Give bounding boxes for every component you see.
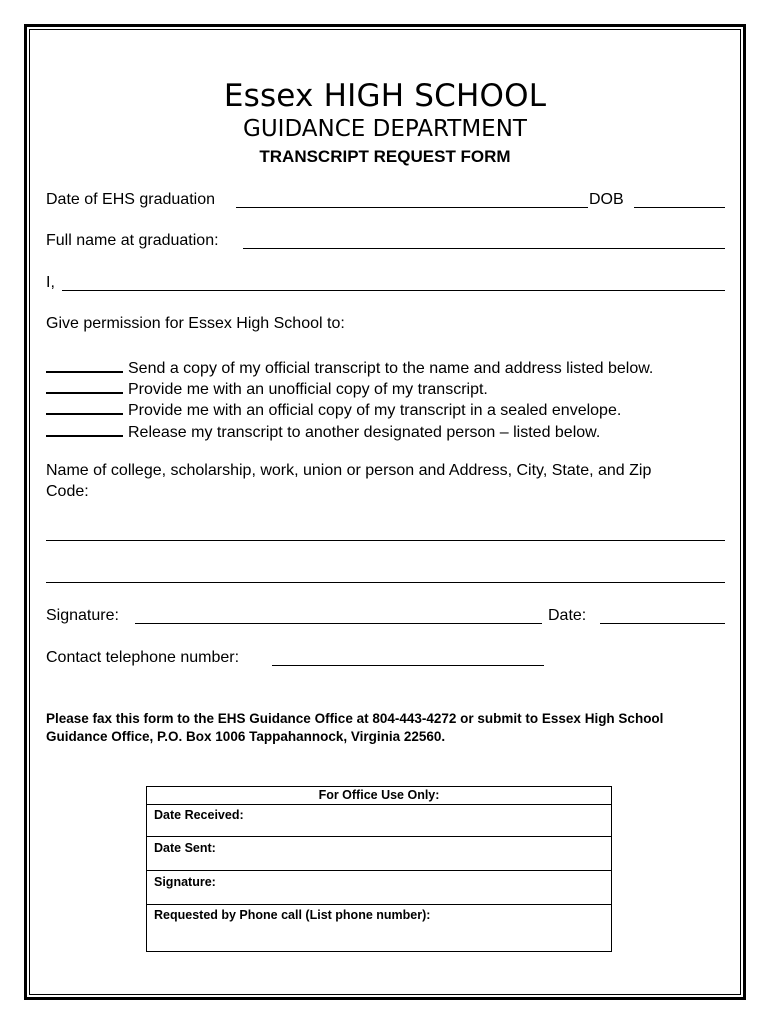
signature-field[interactable] — [135, 623, 542, 624]
permission-text: Give permission for Essex High School to: — [46, 315, 345, 332]
signature-label: Signature: — [46, 607, 119, 624]
date-field[interactable] — [600, 623, 725, 624]
department-title: GUIDANCE DEPARTMENT — [243, 116, 527, 142]
option-label: Release my transcript to another designated person – listed below. — [128, 424, 601, 441]
option-checkbox-line[interactable] — [46, 421, 123, 437]
recipient-line-1[interactable] — [46, 540, 725, 541]
phone-field[interactable] — [272, 665, 544, 666]
graduation-date-label: Date of EHS graduation — [46, 191, 215, 208]
option-row — [46, 421, 600, 442]
office-row-phone-request[interactable] — [147, 905, 611, 951]
option-row — [46, 357, 653, 378]
option-label: Provide me with an unofficial copy of my transcript. — [128, 381, 488, 398]
office-row-signature[interactable] — [147, 871, 611, 905]
dob-label: DOB — [589, 191, 624, 208]
date-label: Date: — [548, 607, 587, 624]
recipient-label-cont: Code: — [46, 483, 89, 500]
option-row — [46, 378, 488, 399]
option-checkbox-line[interactable] — [46, 399, 123, 415]
office-row-label: Requested by Phone call (List phone number): — [154, 908, 431, 922]
office-row-label: Date Sent: — [154, 841, 216, 855]
full-name-label: Full name at graduation: — [46, 232, 219, 249]
fax-instructions: Please fax this form to the EHS Guidance Office at 804-443-4272 or submit to Essex High School Guidance Office, P.O. Box 1006 Tappahannock, Virginia 22560. — [46, 711, 664, 744]
option-row — [46, 399, 621, 420]
option-checkbox-line[interactable] — [46, 357, 123, 373]
office-row-date-received[interactable] — [147, 805, 611, 837]
option-label: Provide me with an official copy of my transcript in a sealed envelope. — [128, 402, 622, 419]
office-row-label: Date Received: — [154, 808, 244, 822]
school-title: Essex HIGH SCHOOL — [223, 78, 547, 114]
recipient-line-2[interactable] — [46, 582, 725, 583]
office-row-date-sent[interactable] — [147, 837, 611, 871]
dob-field[interactable] — [634, 207, 725, 208]
office-use-heading: For Office Use Only: — [147, 787, 611, 805]
graduation-date-field[interactable] — [236, 207, 588, 208]
form-title: TRANSCRIPT REQUEST FORM — [259, 147, 511, 166]
option-label: Send a copy of my official transcript to the name and address listed below. — [128, 360, 654, 377]
option-checkbox-line[interactable] — [46, 378, 123, 394]
office-row-label: Signature: — [154, 875, 216, 889]
phone-label: Contact telephone number: — [46, 649, 240, 666]
requester-name-field[interactable] — [62, 290, 725, 291]
recipient-label: Name of college, scholarship, work, union or person and Address, City, State, and Zip — [46, 462, 652, 479]
i-label: I, — [46, 274, 55, 291]
full-name-field[interactable] — [243, 248, 725, 249]
office-use-table — [146, 786, 612, 952]
